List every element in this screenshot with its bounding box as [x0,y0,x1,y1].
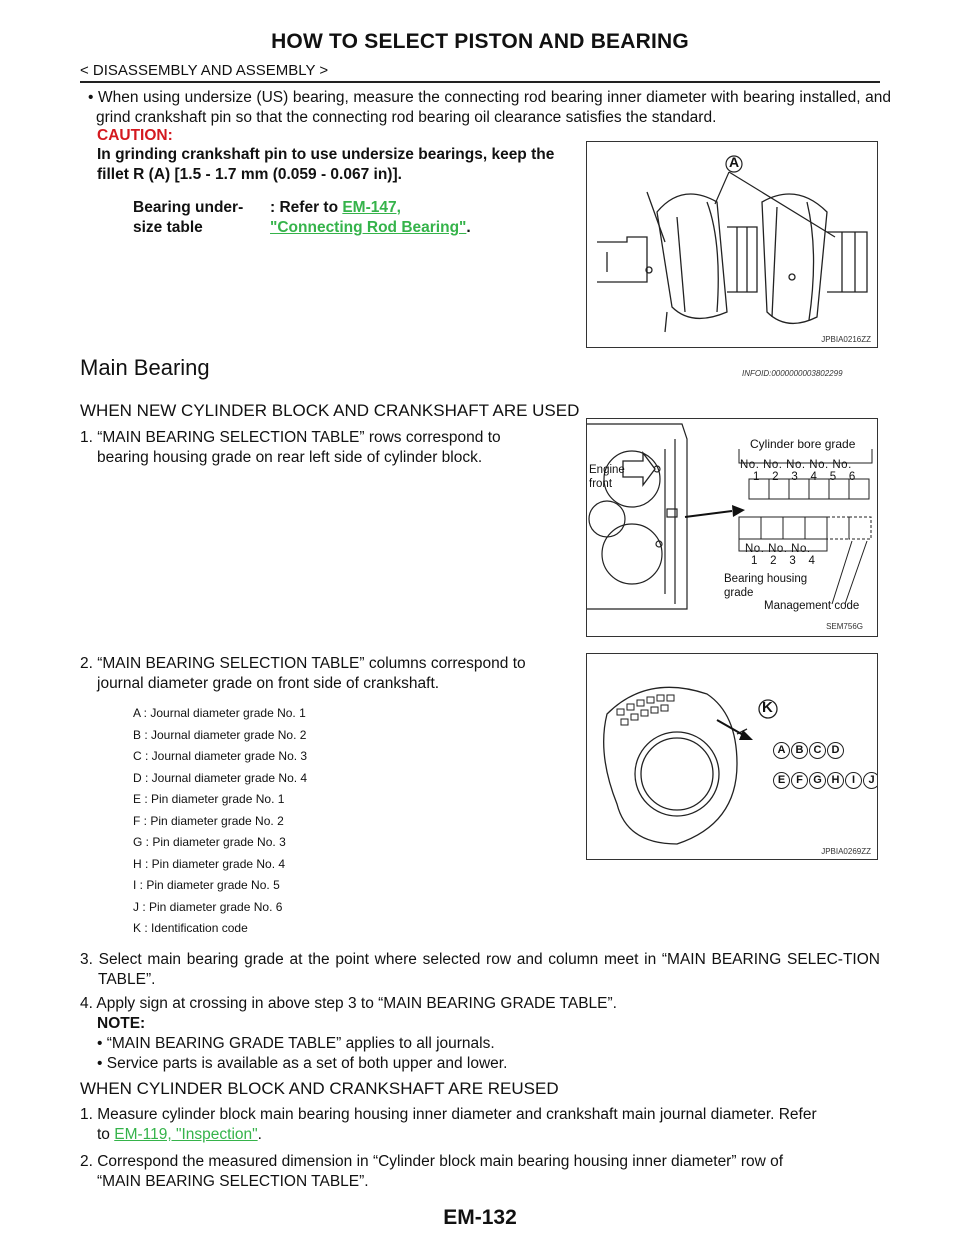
header-rule [80,81,880,83]
note-1: • “MAIN BEARING GRADE TABLE” applies to all journals. [97,1035,495,1052]
legend-item: J : Pin diameter grade No. 6 [133,899,283,914]
step4: 4. Apply sign at crossing in above step 3 to “MAIN BEARING GRADE TABLE”. [80,995,617,1012]
step2-line1: 2. “MAIN BEARING SELECTION TABLE” columns correspond to [80,655,526,672]
spec-label-2: size table [133,219,203,236]
legend-item: G : Pin diameter grade No. 3 [133,835,286,849]
reused-heading: WHEN CYLINDER BLOCK AND CRANKSHAFT ARE REUSED [80,1079,559,1098]
front-text: front [589,478,613,490]
housing-label-2: grade [724,587,754,599]
legend-item: H : Pin diameter grade No. 4 [133,856,286,871]
grade-a: A [773,742,790,759]
crankshaft-drawing [587,142,877,347]
housing-label-1: Bearing housing [724,573,808,585]
page-number: EM-132 [443,1206,517,1229]
link-em-147[interactable]: EM-147, [342,199,401,216]
step1-line2: bearing housing grade on rear left side of cylinder block. [97,449,483,466]
caution-text-2: fillet R (A) [1.5 - 1.7 mm (0.059 - 0.067 in)]. [97,166,402,183]
reused-step1-to: to [97,1126,115,1143]
spec-refer-text: : Refer to [270,199,343,216]
legend-item: B : Journal diameter grade No. 2 [133,727,307,742]
figure-cylinder-block [586,418,878,637]
grade-h: H [827,772,844,789]
label-k: K [762,699,773,716]
grade-c: C [809,742,826,759]
figure-id: JPBIA0269ZZ [821,847,871,856]
legend-item: E : Pin diameter grade No. 1 [133,792,285,806]
legend-item: A : Journal diameter grade No. 1 [133,706,306,720]
link-em-119[interactable]: EM-119, "Inspection" [114,1126,258,1143]
legend-item: I : Pin diameter grade No. 5 [133,878,280,892]
note-label: NOTE: [97,1015,146,1032]
pin-grade-row [773,772,878,789]
reused-step1: 1. Measure cylinder block main bearing housing inner diameter and crankshaft main journal diameter. Refer [80,1106,817,1123]
figure-crankshaft-id [586,653,878,860]
spec-label-1: Bearing under- [133,199,244,216]
grade-b: B [791,742,808,759]
section-heading: Main Bearing [80,355,210,380]
label-a: A [729,154,740,170]
grade-g: G [809,772,826,789]
legend-item: D : Journal diameter grade No. 4 [133,770,308,785]
cylinder-bore-grade-label: Cylinder bore grade [750,437,856,451]
engine-front-label [589,463,625,491]
figure-id: JPBIA0216ZZ [821,335,871,344]
caution-text-1: In grinding crankshaft pin to use undersize bearings, keep the [97,146,555,163]
housing-no-labels: No. No. No. [745,543,811,555]
section-title [80,355,210,381]
step2-line2: journal diameter grade on front side of crankshaft. [97,675,440,692]
step1-line1: 1. “MAIN BEARING SELECTION TABLE” rows correspond to [80,429,501,446]
spec-refer [270,198,401,218]
reused-step2-line2: “MAIN BEARING SELECTION TABLE”. [97,1173,369,1190]
grade-i: I [845,772,862,789]
reused-step2-line1: 2. Correspond the measured dimension in “Cylinder block main bearing housing inner diameter” row of [80,1153,784,1170]
undersize-bullet: • When using undersize (US) bearing, measure the connecting rod bearing inner diameter with bearing installed, and grind crankshaft pin so that the connecting rod bearing oil clearance satisfies the standard. [88,89,891,126]
journal-grade-row [773,742,844,759]
reused-step1-end: . [257,1126,262,1143]
grade-j: J [863,772,878,789]
info-id: INFOID:0000000003802299 [742,369,843,378]
step3 [80,950,880,990]
page-title: HOW TO SELECT PISTON AND BEARING [271,30,689,53]
figure-id: SEM756G [826,622,863,631]
legend-item: C : Journal diameter grade No. 3 [133,749,308,763]
new-heading: WHEN NEW CYLINDER BLOCK AND CRANKSHAFT ARE USED [80,401,580,420]
grade-f: F [791,772,808,789]
grade-d: D [827,742,844,759]
figure-crankshaft [586,141,878,348]
breadcrumb: < DISASSEMBLY AND ASSEMBLY > [80,62,329,79]
link-connecting-rod-bearing[interactable]: "Connecting Rod Bearing" [270,219,467,236]
management-code-label: Management code [764,600,860,612]
housing-numbers: 1 2 3 4 [751,555,815,567]
spec-period: . [466,219,471,236]
legend-item: K : Identification code [133,921,248,935]
grade-legend [133,703,307,940]
caution-label: CAUTION: [97,127,173,144]
note-2: • Service parts is available as a set of both upper and lower. [97,1055,508,1072]
engine-text: Engine [589,464,625,476]
legend-item: F : Pin diameter grade No. 2 [133,813,284,828]
cylinder-no-labels: No. No. No. No. No. [740,459,852,471]
reused-step1-ref [97,1125,262,1145]
cylinder-numbers: 1 2 3 4 5 6 [753,471,856,483]
grade-e: E [773,772,790,789]
step3-text: 3. Select main bearing grade at the point where selected row and column meet in “MAIN BEARING SELEC-TION TABLE”. [80,951,880,988]
spec-refer-2 [270,218,471,238]
bearing-housing-grade-label [724,572,807,600]
